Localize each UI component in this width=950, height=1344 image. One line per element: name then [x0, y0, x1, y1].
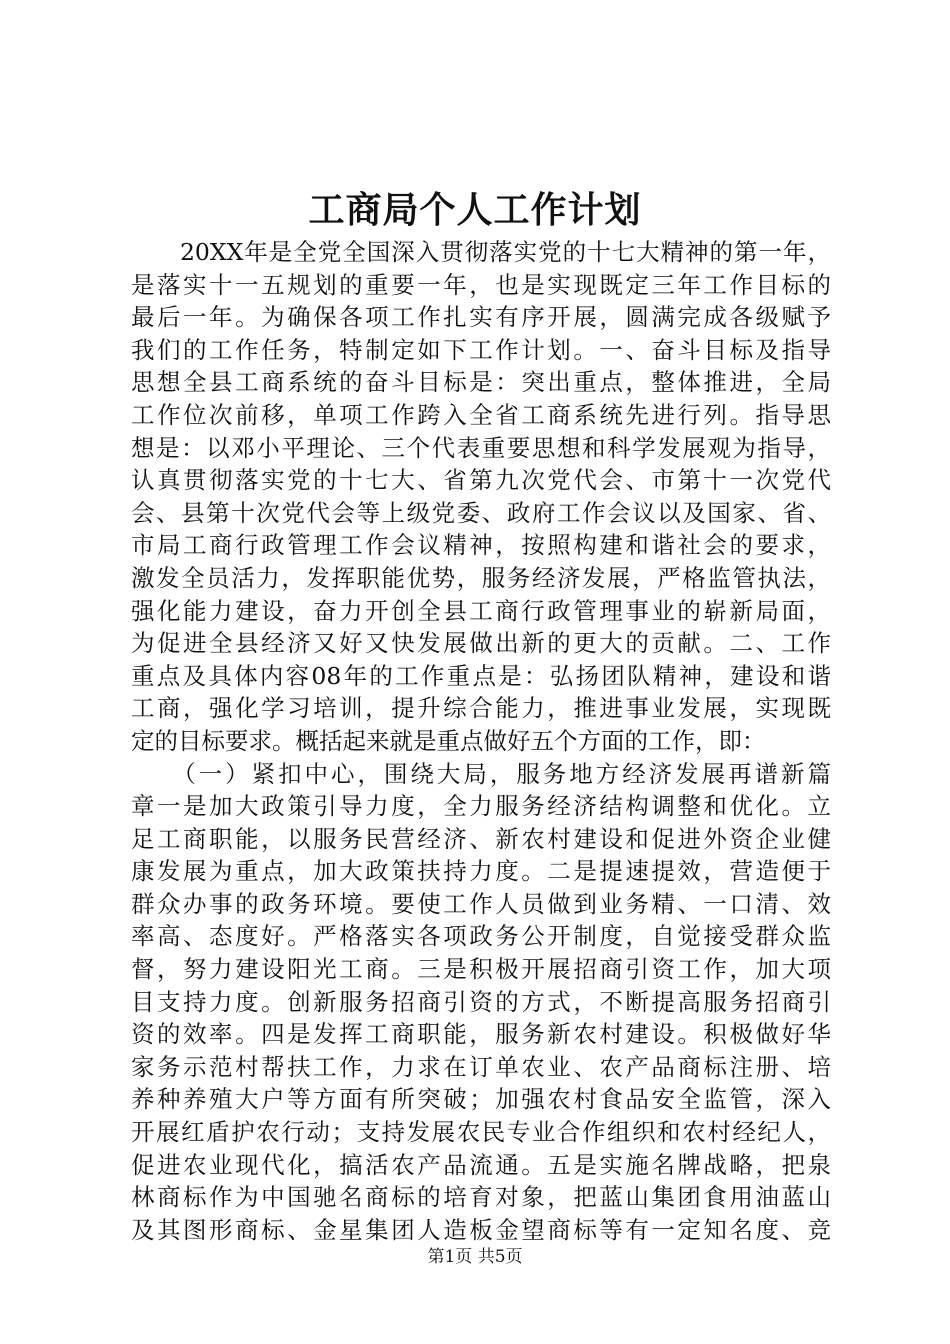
page-title: 工商局个人工作计划: [308, 189, 642, 231]
text-line: 督，努力建设阳光工商。三是积极开展招商引资工作，加大项: [131, 955, 831, 984]
text-line: 及其图形商标、金星集团人造板金望商标等有一定知名度、竞: [131, 1215, 831, 1244]
text-line: 最后一年。为确保各项工作扎实有序开展，圆满完成各级赋予: [131, 303, 831, 332]
text-line: 率高、态度好。严格落实各项政务公开制度，自觉接受群众监: [131, 922, 831, 951]
text-line: 定的目标要求。概括起来就是重点做好五个方面的工作，即：: [131, 726, 766, 755]
text-line: 工商，强化学习培训，提升综合能力，推进事业发展，实现既: [131, 694, 831, 723]
text-line: 足工商职能，以服务民营经济、新农村建设和促进外资企业健: [131, 824, 831, 853]
text-line: （一）紧扣中心，围绕大局，服务地方经济发展再谱新篇: [131, 759, 831, 788]
text-line: 群众办事的政务环境。要使工作人员做到业务精、一口清、效: [131, 889, 831, 918]
text-line: 工作位次前移，单项工作跨入全省工商系统先进行列。指导思: [131, 400, 831, 429]
text-line: 我们的工作任务，特制定如下工作计划。一、奋斗目标及指导: [131, 335, 831, 364]
text-line: 林商标作为中国驰名商标的培育对象，把蓝山集团食用油蓝山: [131, 1183, 831, 1212]
page-number: 第1页 共5页: [427, 1247, 523, 1267]
text-line: 激发全员活力，发挥职能优势，服务经济发展，严格监管执法，: [131, 563, 831, 592]
text-line: 重点及具体内容08年的工作重点是：弘扬团队精神，建设和谐: [131, 661, 831, 690]
text-line: 养种养殖大户等方面有所突破；加强农村食品安全监管，深入: [131, 1085, 831, 1114]
text-line: 思想全县工商系统的奋斗目标是：突出重点，整体推进，全局: [131, 368, 831, 397]
document-body: [131, 236, 831, 1246]
text-line: 是落实十一五规划的重要一年，也是实现既定三年工作目标的: [131, 270, 831, 299]
text-line: 为促进全县经济又好又快发展做出新的更大的贡献。二、工作: [131, 629, 831, 658]
text-line: 资的效率。四是发挥工商职能，服务新农村建设。积极做好华: [131, 1020, 831, 1049]
text-line: 康发展为重点，加大政策扶持力度。二是提速提效，营造便于: [131, 857, 831, 886]
text-line: 会、县第十次党代会等上级党委、政府工作会议以及国家、省、: [131, 498, 831, 527]
text-line: 目支持力度。创新服务招商引资的方式，不断提高服务招商引: [131, 987, 831, 1016]
text-line: 开展红盾护农行动；支持发展农民专业合作组织和农村经纪人，: [131, 1118, 831, 1147]
text-line: 市局工商行政管理工作会议精神，按照构建和谐社会的要求，: [131, 531, 831, 560]
text-line: 促进农业现代化，搞活农产品流通。五是实施名牌战略，把泉: [131, 1150, 831, 1179]
text-line: 认真贯彻落实党的十七大、省第九次党代会、市第十一次党代: [131, 466, 831, 495]
text-line: 章一是加大政策引导力度，全力服务经济结构调整和优化。立: [131, 792, 831, 821]
text-line: 20XX年是全党全国深入贯彻落实党的十七大精神的第一年，: [131, 238, 831, 266]
text-line: 想是：以邓小平理论、三个代表重要思想和科学发展观为指导，: [131, 433, 831, 462]
text-line: 家务示范村帮扶工作，力求在订单农业、农产品商标注册、培: [131, 1052, 831, 1081]
text-line: 强化能力建设，奋力开创全县工商行政管理事业的崭新局面，: [131, 596, 831, 625]
